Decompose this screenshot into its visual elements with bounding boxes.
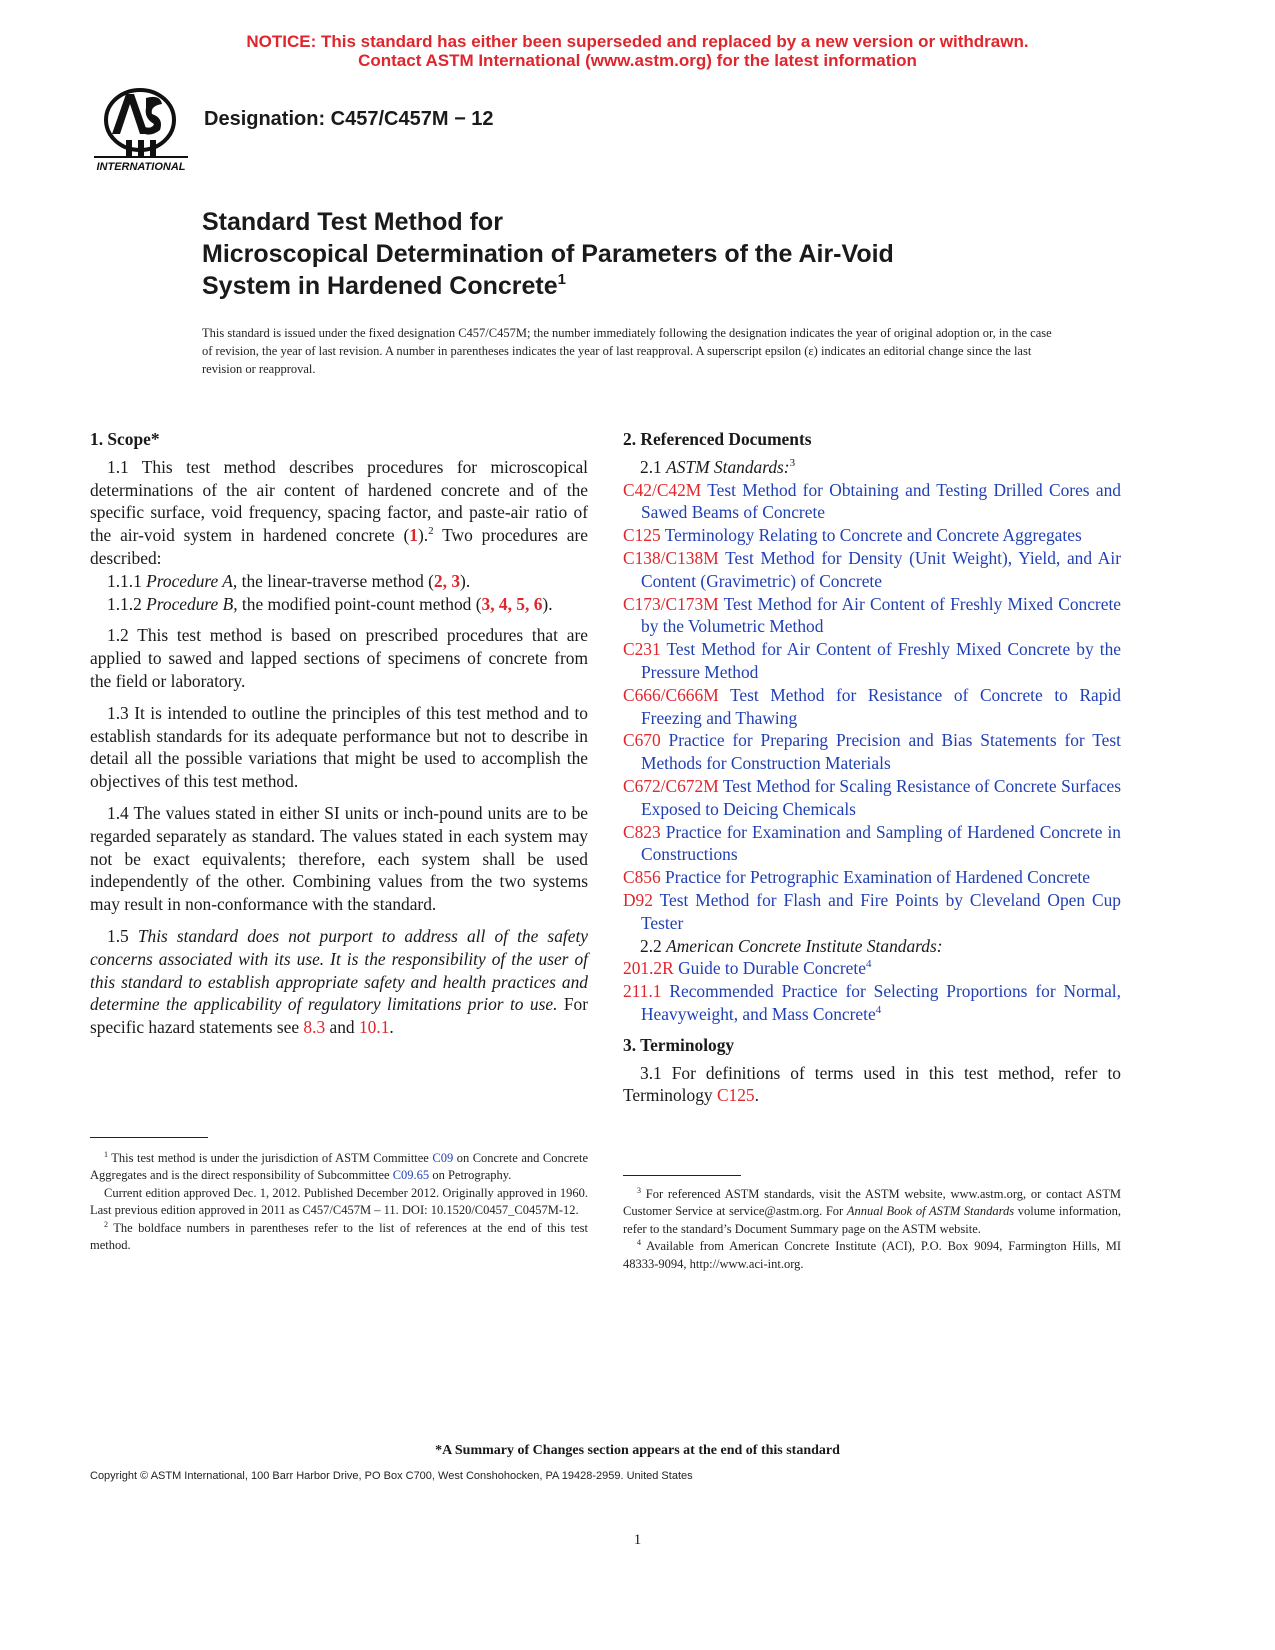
- ref-title[interactable]: Test Method for Air Content of Freshly Mixed Concrete by the Volumetric Method: [641, 593, 1121, 637]
- committee-link[interactable]: C09: [432, 1151, 454, 1165]
- footnote-mark: 3: [637, 1185, 641, 1195]
- para-3-1: [623, 1062, 1121, 1108]
- footnote-mark: 1: [104, 1149, 108, 1159]
- footnote-mark: 2: [428, 525, 434, 538]
- ref-title[interactable]: Test Method for Scaling Resistance of Concrete Surfaces Exposed to Deicing Chemicals: [641, 775, 1121, 819]
- ref-item[interactable]: [623, 729, 1121, 775]
- designation: Designation: C457/C457M − 12: [204, 108, 494, 130]
- page-number: 1: [633, 1532, 642, 1548]
- footnote-text: For referenced ASTM standards, visit the ASTM website, www.astm.org, or contact ASTM Customer Service at service@astm.org. For: [623, 1187, 1121, 1219]
- footnote-mark: 4: [875, 1004, 882, 1017]
- para-1-2: 1.2 This test method is based on prescribed procedures that are applied to sawed and lapped sections of specimens of concrete from the field or laboratory.: [90, 625, 588, 691]
- footnote-mark: 2: [104, 1219, 108, 1229]
- para-text: For specific hazard statements see: [90, 994, 588, 1038]
- para-1-1-mid: ).: [417, 525, 429, 546]
- ref-item[interactable]: [623, 547, 1121, 593]
- footnote-mark: 4: [637, 1238, 641, 1248]
- notice-line-2: Contact ASTM International (www.astm.org) for the latest information: [358, 51, 917, 70]
- ref-title[interactable]: Test Method for Density (Unit Weight), Yield, and Air Content (Gravimetric) of Concrete: [641, 547, 1121, 591]
- footnote-text: on Concrete and Concrete Aggregates and is the direct responsibility of Subcommittee: [90, 1151, 588, 1183]
- para-1-1-1: [90, 570, 588, 593]
- para-end: .: [754, 1085, 759, 1106]
- reference-link[interactable]: 3: [451, 570, 461, 591]
- ref-title[interactable]: Practice for Petrographic Examination of Hardened Concrete: [660, 867, 1090, 888]
- aci-standards-label: [623, 935, 1121, 958]
- ref-item[interactable]: [623, 889, 1121, 935]
- ref-title[interactable]: Terminology Relating to Concrete and Concrete Aggregates: [660, 525, 1082, 546]
- para-end: ).: [460, 570, 471, 591]
- para-text: the modified point-count method (: [237, 593, 482, 614]
- ref-item[interactable]: [623, 821, 1121, 867]
- ref-separator: ,: [490, 593, 499, 614]
- ref-separator: ,: [525, 593, 534, 614]
- footnote-3: [623, 1186, 1121, 1238]
- astm-standards-label: [623, 456, 1121, 479]
- footnote-mark: 4: [865, 958, 872, 971]
- ref-item[interactable]: [623, 684, 1121, 730]
- reference-link[interactable]: 1: [409, 525, 418, 546]
- para-num: 2.1: [640, 456, 667, 477]
- withdrawal-notice: [0, 32, 1275, 70]
- footnote-1: [90, 1150, 588, 1185]
- title-line-3-text: System in Hardened Concrete: [202, 272, 558, 300]
- ref-title[interactable]: Recommended Practice for Selecting Proportions for Normal, Heavyweight, and Mass Concrete: [641, 981, 1121, 1024]
- referenced-documents-heading: 2. Referenced Documents: [623, 429, 812, 449]
- reference-link[interactable]: 4: [498, 593, 508, 614]
- section-link[interactable]: 10.1: [358, 1017, 390, 1038]
- ref-item[interactable]: [623, 866, 1121, 889]
- subcommittee-link[interactable]: C09.65: [392, 1168, 430, 1183]
- ref-code[interactable]: C173/C173M: [623, 593, 719, 614]
- ref-code[interactable]: 211.1: [623, 981, 662, 1002]
- para-num: 1.1.2: [107, 593, 147, 614]
- footnote-text: The boldface numbers in parentheses refer to the list of references at the end of this test method.: [90, 1220, 588, 1253]
- title-line-2: Microscopical Determination of Parameters of the Air-Void: [202, 240, 894, 268]
- footnote-4: [623, 1238, 1121, 1273]
- ref-code[interactable]: C672/C672M: [623, 775, 719, 796]
- para-text: the linear-traverse method (: [237, 570, 434, 591]
- ref-code[interactable]: C138/C138M: [623, 547, 719, 568]
- ref-code[interactable]: 201.2R: [623, 958, 674, 979]
- para-end: .: [389, 1017, 394, 1038]
- ref-item[interactable]: [623, 524, 1121, 547]
- ref-item[interactable]: [623, 775, 1121, 821]
- reference-link[interactable]: 5: [516, 593, 525, 614]
- ref-code[interactable]: C670: [623, 730, 661, 751]
- terminology-heading: 3. Terminology: [623, 1034, 735, 1055]
- section-link[interactable]: 8.3: [303, 1017, 326, 1038]
- reference-link[interactable]: 6: [533, 593, 543, 614]
- ref-title[interactable]: Test Method for Air Content of Freshly Mixed Concrete by the Pressure Method: [641, 639, 1121, 682]
- document-title: [202, 206, 1162, 302]
- ref-title[interactable]: Practice for Preparing Precision and Bias Statements for Test Methods for Construction Materials: [641, 730, 1121, 774]
- label-text: American Concrete Institute Standards:: [666, 935, 943, 956]
- ref-code[interactable]: C42/C42M: [623, 479, 702, 500]
- ref-separator: ,: [507, 593, 517, 614]
- summary-of-changes-note: *A Summary of Changes section appears at the end of this standard: [435, 1443, 840, 1458]
- logo-text: INTERNATIONAL: [96, 161, 186, 173]
- footnotes-right: [623, 1186, 1121, 1273]
- ref-title[interactable]: Test Method for Obtaining and Testing Drilled Cores and Sawed Beams of Concrete: [641, 479, 1121, 523]
- ref-title[interactable]: Guide to Durable Concrete: [673, 958, 866, 979]
- ref-item[interactable]: [623, 957, 1121, 980]
- astm-standards-list: [623, 479, 1121, 935]
- footnote-2: [90, 1220, 588, 1255]
- para-1-1-text: 1.1 This test method describes procedures for microscopical determinations of the air content of hardened concrete and of the specific surface, void frequency, spacing factor, and paste-air ratio of the air-void system in hardened concrete (: [90, 456, 588, 546]
- ref-code[interactable]: C823: [623, 821, 661, 842]
- ref-item[interactable]: [623, 593, 1121, 639]
- edition-note: Current edition approved Dec. 1, 2012. Published December 2012. Originally approved in 1960. Last previous edition approved in 2011 as C457/C457M – 11. DOI: 10.1520/C0457_C0457M-12.: [90, 1185, 588, 1218]
- ref-code[interactable]: C125: [623, 525, 661, 546]
- astm-logo: [90, 84, 192, 174]
- para-text: and: [325, 1017, 359, 1038]
- para-1-1: [90, 456, 588, 570]
- para-num: 1.5: [107, 925, 138, 946]
- procedure-name: Procedure B,: [146, 593, 238, 614]
- para-end: ).: [542, 593, 553, 614]
- para-1-5: [90, 925, 588, 1039]
- footnote-rule: [623, 1175, 741, 1176]
- ref-item[interactable]: [623, 638, 1121, 684]
- para-1-1-end: Two procedures are described:: [90, 525, 588, 568]
- title-footnote-mark: 1: [557, 271, 567, 288]
- footnote-mark: 3: [789, 457, 796, 469]
- ref-title[interactable]: Test Method for Resistance of Concrete to Rapid Freezing and Thawing: [641, 684, 1121, 728]
- para-num: 1.1.1: [107, 570, 147, 591]
- reference-link[interactable]: 3: [481, 593, 491, 614]
- ref-code[interactable]: C231: [623, 639, 661, 660]
- ref-item[interactable]: [623, 980, 1121, 1026]
- procedure-name: Procedure A,: [146, 570, 238, 591]
- title-line-1: Standard Test Method for: [202, 208, 503, 236]
- para-1-4: 1.4 The values stated in either SI units or inch-pound units are to be regarded separately as standard. The values stated in each system may not be exact equivalents; therefore, each system shall be used independently of the other. Combining values from the two systems may result in non-conformance with the standard.: [90, 802, 588, 915]
- footnote-text: Available from American Concrete Institute (ACI), P.O. Box 9094, Farmington Hills, MI 48333-9094, http://www.aci-int.org.: [623, 1239, 1121, 1271]
- footnote-rule: [90, 1137, 208, 1138]
- notice-line-1: NOTICE: This standard has either been superseded and replaced by a new version or withdrawn.: [246, 32, 1029, 51]
- aci-standards-list: [623, 957, 1121, 1025]
- ref-separator: ,: [442, 570, 452, 591]
- ref-code[interactable]: C125: [716, 1085, 755, 1106]
- ref-code[interactable]: C856: [623, 867, 661, 888]
- right-column: [623, 428, 1121, 1107]
- footnote-text: volume information, refer to the standard’s Document Summary page on the ASTM website.: [623, 1204, 1121, 1236]
- ref-title[interactable]: Practice for Examination and Sampling of Hardened Concrete in Constructions: [641, 821, 1121, 865]
- footnotes-left: [90, 1150, 588, 1254]
- ref-code[interactable]: C666/C666M: [623, 684, 719, 705]
- issuance-statement: This standard is issued under the fixed designation C457/C457M; the number immediately following the designation indicates the year of original adoption or, in the case of revision, the year of last revision. A number in parentheses indicates the year of last reapproval. A superscript epsilon (ε) indicates an editorial change since the last revision or reapproval.: [202, 326, 1052, 376]
- ref-item[interactable]: [623, 479, 1121, 525]
- scope-heading: 1. Scope*: [90, 429, 160, 449]
- label-text: ASTM Standards:: [666, 456, 790, 477]
- reference-link[interactable]: 2: [433, 570, 443, 591]
- safety-statement: This standard does not purport to address all of the safety concerns associated with its use. It is the responsibility of the user of this standard to establish appropriate safety and health practices and determine the applicability of regulatory limitations prior to use.: [90, 925, 588, 1015]
- footnote-text: Annual Book of ASTM Standards: [846, 1204, 1015, 1219]
- para-1-1-2: [90, 593, 588, 616]
- ref-title[interactable]: Test Method for Flash and Fire Points by Cleveland Open Cup Tester: [641, 889, 1121, 933]
- footnote-text: on Petrography.: [429, 1168, 512, 1183]
- ref-code[interactable]: D92: [623, 889, 653, 910]
- footnote-text: This test method is under the jurisdiction of ASTM Committee: [108, 1151, 433, 1165]
- para-1-3: 1.3 It is intended to outline the principles of this test method and to establish standards for its adequate performance but not to describe in detail all the possible variations that might be used to accomplish the objectives of this test method.: [90, 702, 588, 792]
- copyright-line: Copyright © ASTM International, 100 Barr Harbor Drive, PO Box C700, West Conshohocken, PA 19428-2959. United States: [90, 1470, 693, 1482]
- para-text: 3.1 For definitions of terms used in this test method, refer to Terminology: [623, 1062, 1121, 1106]
- left-column: [90, 428, 588, 1039]
- para-num: 2.2: [640, 935, 667, 956]
- title-line-3: [202, 270, 1162, 302]
